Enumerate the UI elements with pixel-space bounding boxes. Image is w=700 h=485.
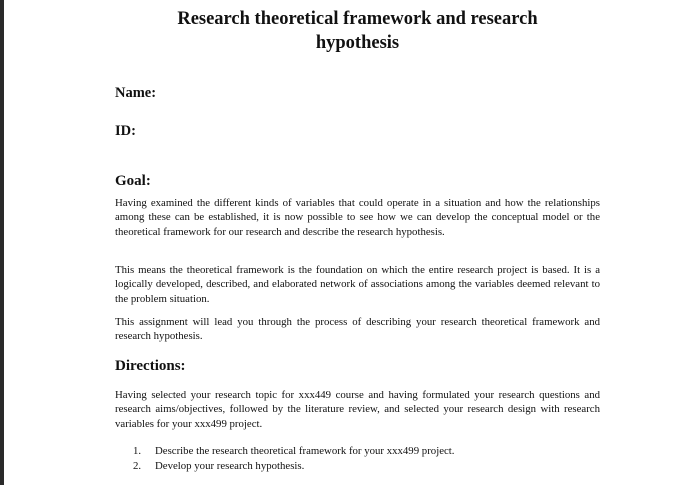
goal-paragraph-1: Having examined the different kinds of variables that could operate in a situation and how the relationships among these can be established, it is now possible to see how we can develop the conceptual model or the theoretical framework for our research and describe the research hypothesis. xyxy=(115,197,600,238)
document-title xyxy=(100,7,615,55)
directions-list xyxy=(133,444,593,474)
id-label: ID: xyxy=(115,123,136,139)
list-item-number: 2. xyxy=(133,460,142,472)
goal-paragraph-3: This assignment will lead you through the process of describing your research theoretical framework and research hypothesis. xyxy=(115,316,600,343)
document-title-line-2: hypothesis xyxy=(315,33,400,53)
name-label: Name: xyxy=(115,85,157,101)
directions-list-item xyxy=(133,444,593,459)
document-title-line-1: Research theoretical framework and research xyxy=(177,9,538,29)
list-item-text: Develop your research hypothesis. xyxy=(155,460,305,472)
goal-paragraph-2: This means the theoretical framework is the foundation on which the entire research project is based. It is a logically developed, described, and elaborated network of associations among the variables deemed relevant to the problem situation. xyxy=(115,264,600,305)
directions-paragraph: Having selected your research topic for xxx449 course and having formulated your research questions and research aims/objectives, followed by the literature review, and selected your research design with research variables for your xxx499 project. xyxy=(115,389,600,430)
list-item-text: Describe the research theoretical framework for your xxx499 project. xyxy=(155,445,455,457)
list-item-number: 1. xyxy=(133,445,142,457)
goal-heading: Goal: xyxy=(115,173,151,189)
directions-heading: Directions: xyxy=(115,358,186,374)
directions-list-item xyxy=(133,459,593,474)
